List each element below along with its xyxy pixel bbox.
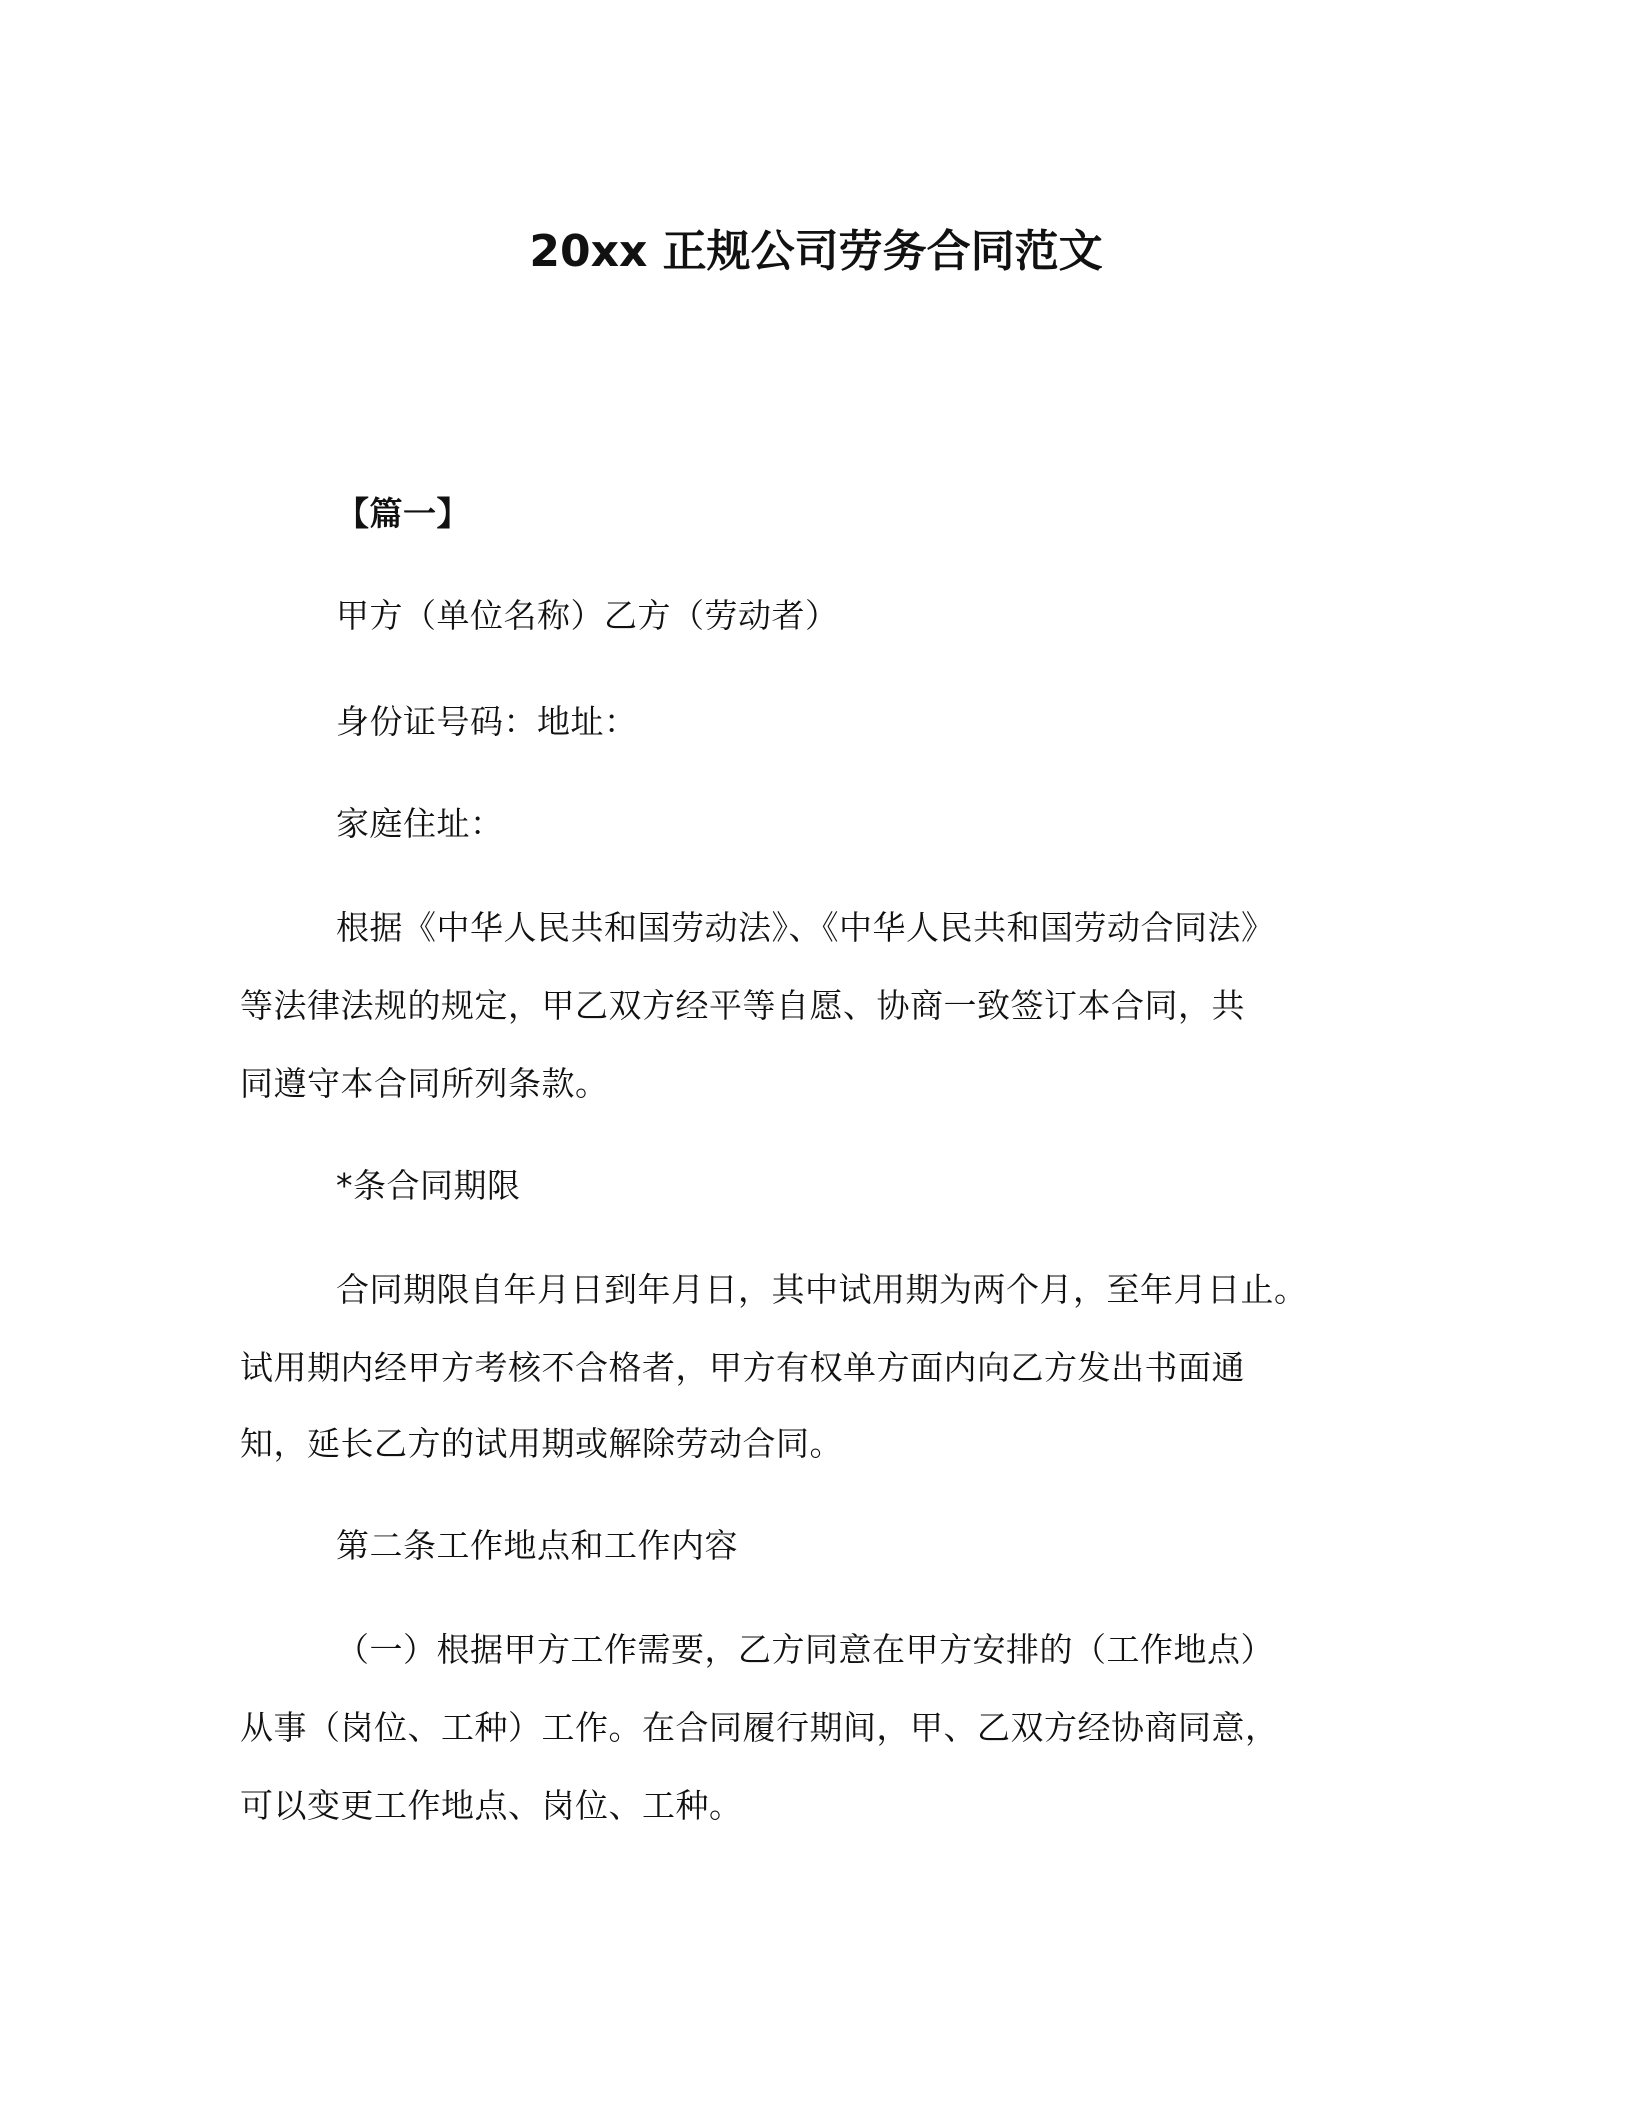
section-label: 【篇一】 — [336, 494, 470, 533]
article1-heading: *条合同期限 — [336, 1166, 521, 1205]
paragraph-line: 知，延长乙方的试用期或解除劳动合同。 — [240, 1424, 843, 1463]
document-title: 20xx 正规公司劳务合同范文 — [529, 226, 1103, 277]
id-address-line: 身份证号码：地址： — [336, 702, 638, 741]
paragraph-line: 根据《中华人民共和国劳动法》、《中华人民共和国劳动合同法》 — [336, 908, 1275, 947]
paragraph-line: 等法律法规的规定，甲乙双方经平等自愿、协商一致签订本合同，共 — [240, 986, 1245, 1025]
parties-line: 甲方（单位名称）乙方（劳动者） — [336, 596, 839, 635]
paragraph-line: 同遵守本合同所列条款。 — [240, 1064, 609, 1103]
paragraph-line: 合同期限自年月日到年月日，其中试用期为两个月，至年月日止。 — [336, 1270, 1308, 1309]
paragraph-line: 从事（岗位、工种）工作。在合同履行期间，甲、乙双方经协商同意， — [240, 1708, 1279, 1747]
home-address-line: 家庭住址： — [336, 804, 504, 843]
article2-heading: 第二条工作地点和工作内容 — [336, 1526, 738, 1565]
paragraph-line: （一）根据甲方工作需要，乙方同意在甲方安排的（工作地点） — [336, 1630, 1274, 1669]
paragraph-line: 试用期内经甲方考核不合格者，甲方有权单方面内向乙方发出书面通 — [240, 1348, 1245, 1387]
paragraph-line: 可以变更工作地点、岗位、工种。 — [240, 1786, 743, 1825]
